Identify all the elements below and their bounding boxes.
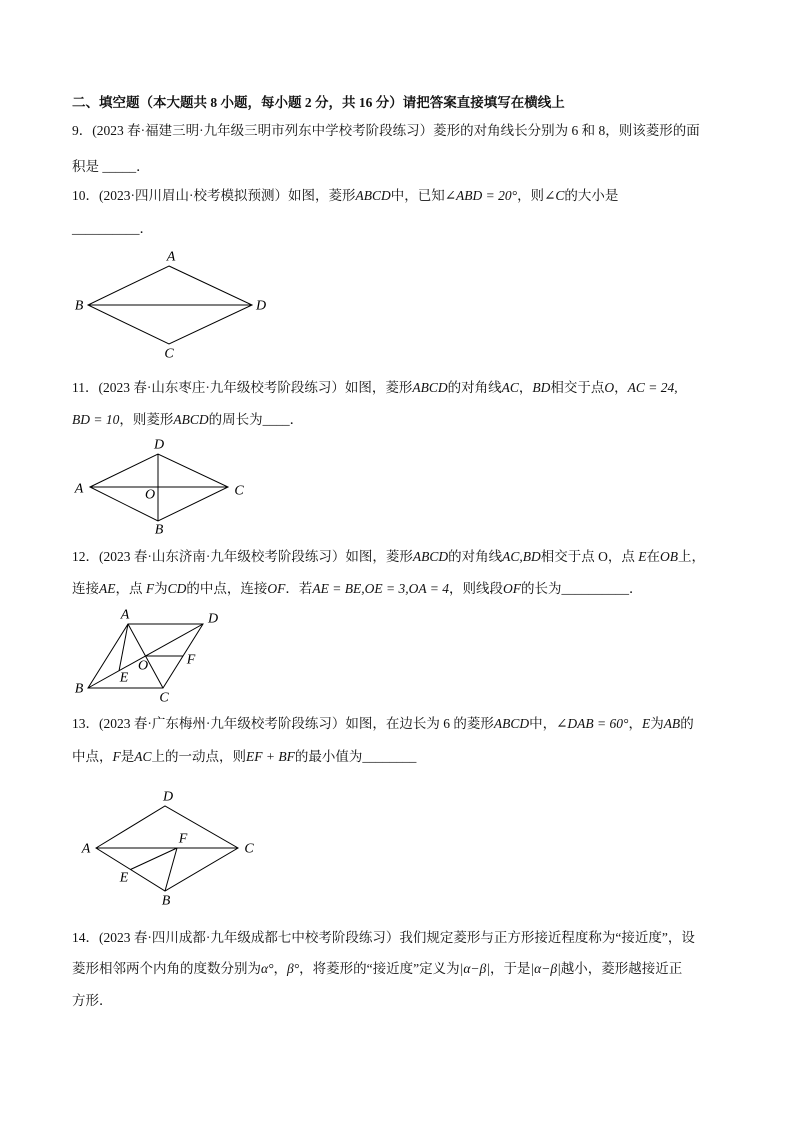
point-label-b: B bbox=[74, 681, 84, 697]
segment-ef bbox=[131, 848, 178, 870]
text-run: 方形． bbox=[72, 993, 113, 1008]
text-run: 上的一动点，则 bbox=[151, 749, 247, 764]
math-expression: ∠DAB = 60° bbox=[556, 716, 629, 731]
point-label-c: C bbox=[234, 483, 244, 499]
math-expression: BD bbox=[532, 380, 551, 395]
text-run: 14．(2023 春·四川成都·九年级成都七中校考阶段练习）我们规定菱形与正方形接近程度称为“接近度”，设 bbox=[72, 930, 695, 945]
text-run: 10．(2023·四川眉山·校考模拟预测）如图，菱形 bbox=[72, 188, 356, 203]
math-expression: AC bbox=[134, 749, 152, 764]
text-run: ， bbox=[614, 380, 628, 395]
math-expression: |α−β| bbox=[459, 961, 490, 976]
math-expression: AE bbox=[99, 581, 116, 596]
text-run: , bbox=[674, 380, 678, 395]
text-run: 的大小是 bbox=[564, 188, 619, 203]
text-run: ，则 bbox=[517, 188, 545, 203]
math-expression: ABCD bbox=[355, 188, 391, 203]
point-label-b: B bbox=[74, 298, 84, 314]
text-run: ， bbox=[518, 380, 533, 395]
point-label-d: D bbox=[162, 789, 174, 805]
text-run: 越小，菱形越接近正 bbox=[560, 961, 683, 976]
text-run: 菱形相邻两个内角的度数分别为 bbox=[72, 961, 261, 976]
q12-rhombus-figure bbox=[65, 603, 230, 709]
text-run: ，则线段 bbox=[448, 581, 503, 596]
q10-rhombus-figure bbox=[60, 245, 280, 365]
text-run: 9．(2023 春·福建三明·九年级三明市列东中学校考阶段练习）菱形的对角线长分别为 6 和 8，则该菱形的面 bbox=[72, 123, 700, 138]
math-expression: OF bbox=[267, 581, 286, 596]
math-expression: ∠ABD = 20° bbox=[444, 188, 518, 203]
math-expression: AC bbox=[501, 380, 519, 395]
q13-rhombus-figure bbox=[70, 785, 265, 910]
math-expression: CD bbox=[167, 581, 187, 596]
section-header: 二、填空题（本大题共 8 小题，每小题 2 分，共 16 分）请把答案直接填写在横线上 bbox=[72, 95, 565, 110]
point-label-c: C bbox=[164, 346, 174, 362]
text-run: 是 bbox=[120, 749, 135, 764]
text-run: 11．(2023 春·山东枣庄·九年级校考阶段练习）如图，菱形 bbox=[72, 380, 413, 395]
text-run: ， bbox=[273, 961, 287, 976]
q11-line-1 bbox=[72, 379, 678, 397]
point-label-c: C bbox=[244, 841, 254, 857]
text-run: 的对角线 bbox=[448, 549, 503, 564]
text-run: 相交于点 bbox=[550, 380, 605, 395]
q9-line-1 bbox=[72, 122, 700, 140]
math-expression: AE = BE,OE = 3,OA = 4 bbox=[312, 581, 449, 596]
point-label-o: O bbox=[144, 487, 156, 503]
q11-rhombus-figure bbox=[65, 432, 255, 540]
math-expression: F bbox=[112, 749, 121, 764]
math-expression: OB bbox=[660, 549, 678, 564]
point-label-a: A bbox=[74, 481, 84, 497]
point-label-e: E bbox=[119, 870, 129, 886]
text-run: 的周长为____． bbox=[208, 412, 304, 427]
math-expression: ∠C bbox=[544, 188, 565, 203]
text-run: 为 bbox=[154, 581, 168, 596]
text-run: ，将菱形的“接近度”定义为 bbox=[299, 961, 460, 976]
math-expression: α° bbox=[261, 961, 274, 976]
text-run: 的最小值为________ bbox=[294, 749, 417, 764]
text-run: 的对角线 bbox=[447, 380, 502, 395]
math-expression: ABCD bbox=[412, 549, 449, 564]
q13-line-1 bbox=[72, 715, 694, 733]
point-label-a: A bbox=[166, 249, 176, 265]
math-expression: EF + BF bbox=[246, 749, 295, 764]
point-label-c: C bbox=[159, 690, 169, 706]
q10-line-1 bbox=[72, 187, 618, 205]
point-label-e: E bbox=[119, 670, 129, 686]
text-run: 中点， bbox=[72, 749, 113, 764]
math-expression: AB bbox=[663, 716, 681, 731]
text-run: 的中点，连接 bbox=[186, 581, 268, 596]
text-run: 上， bbox=[678, 549, 705, 564]
math-expression: AC,BD bbox=[502, 549, 541, 564]
math-expression: ABCD bbox=[493, 716, 530, 731]
math-expression: BD = 10 bbox=[72, 412, 120, 427]
q14-line-2 bbox=[72, 960, 682, 978]
q14-line-1 bbox=[72, 929, 695, 947]
q10-line-2 bbox=[72, 220, 153, 238]
point-label-a: A bbox=[120, 607, 130, 623]
point-label-d: D bbox=[255, 298, 267, 314]
math-expression: |α−β| bbox=[530, 961, 561, 976]
math-expression: β° bbox=[287, 961, 300, 976]
text-run: ，于是 bbox=[489, 961, 531, 976]
text-run: 中，已知 bbox=[390, 188, 445, 203]
text-run: ．若 bbox=[285, 581, 313, 596]
answer-blank: __________． bbox=[72, 221, 153, 236]
q9-line-2 bbox=[72, 158, 150, 176]
text-run: 相交于点 O，点 bbox=[540, 549, 639, 564]
q12-line-1 bbox=[72, 548, 705, 566]
text-run: 13．(2023 春·广东梅州·九年级校考阶段练习）如图，在边长为 6 的菱形 bbox=[72, 716, 494, 731]
math-expression: OF bbox=[502, 581, 521, 596]
q11-line-2 bbox=[72, 411, 303, 429]
text-run: 为 bbox=[650, 716, 664, 731]
math-expression: ABCD bbox=[173, 412, 209, 427]
point-label-d: D bbox=[207, 611, 219, 627]
text-run: ， bbox=[628, 716, 642, 731]
math-expression: ABCD bbox=[412, 380, 448, 395]
math-expression: F bbox=[145, 581, 155, 596]
point-label-b: B bbox=[154, 522, 164, 538]
point-label-o: O bbox=[137, 658, 149, 674]
text-run: 连接 bbox=[72, 581, 99, 596]
point-label-b: B bbox=[161, 893, 171, 909]
q12-line-2 bbox=[72, 580, 642, 598]
text-run: 的长为__________． bbox=[520, 581, 643, 596]
text-run: ，点 bbox=[115, 581, 146, 596]
q14-line-3 bbox=[72, 992, 113, 1010]
text-run: 的 bbox=[680, 716, 694, 731]
text-run: 在 bbox=[646, 549, 660, 564]
math-expression: E bbox=[641, 716, 651, 731]
text-run: 积是 _____． bbox=[72, 159, 150, 174]
math-expression: O bbox=[604, 380, 615, 395]
math-expression: AC = 24 bbox=[627, 380, 675, 395]
math-expression: E bbox=[638, 549, 647, 564]
text-run: ，则菱形 bbox=[119, 412, 174, 427]
point-label-d: D bbox=[153, 437, 165, 453]
q13-line-2 bbox=[72, 748, 416, 766]
point-label-f: F bbox=[186, 652, 196, 668]
point-label-f: F bbox=[178, 831, 188, 847]
point-label-a: A bbox=[81, 841, 91, 857]
text-run: 12．(2023 春·山东济南·九年级校考阶段练习）如图，菱形 bbox=[72, 549, 413, 564]
text-run: 中， bbox=[529, 716, 557, 731]
